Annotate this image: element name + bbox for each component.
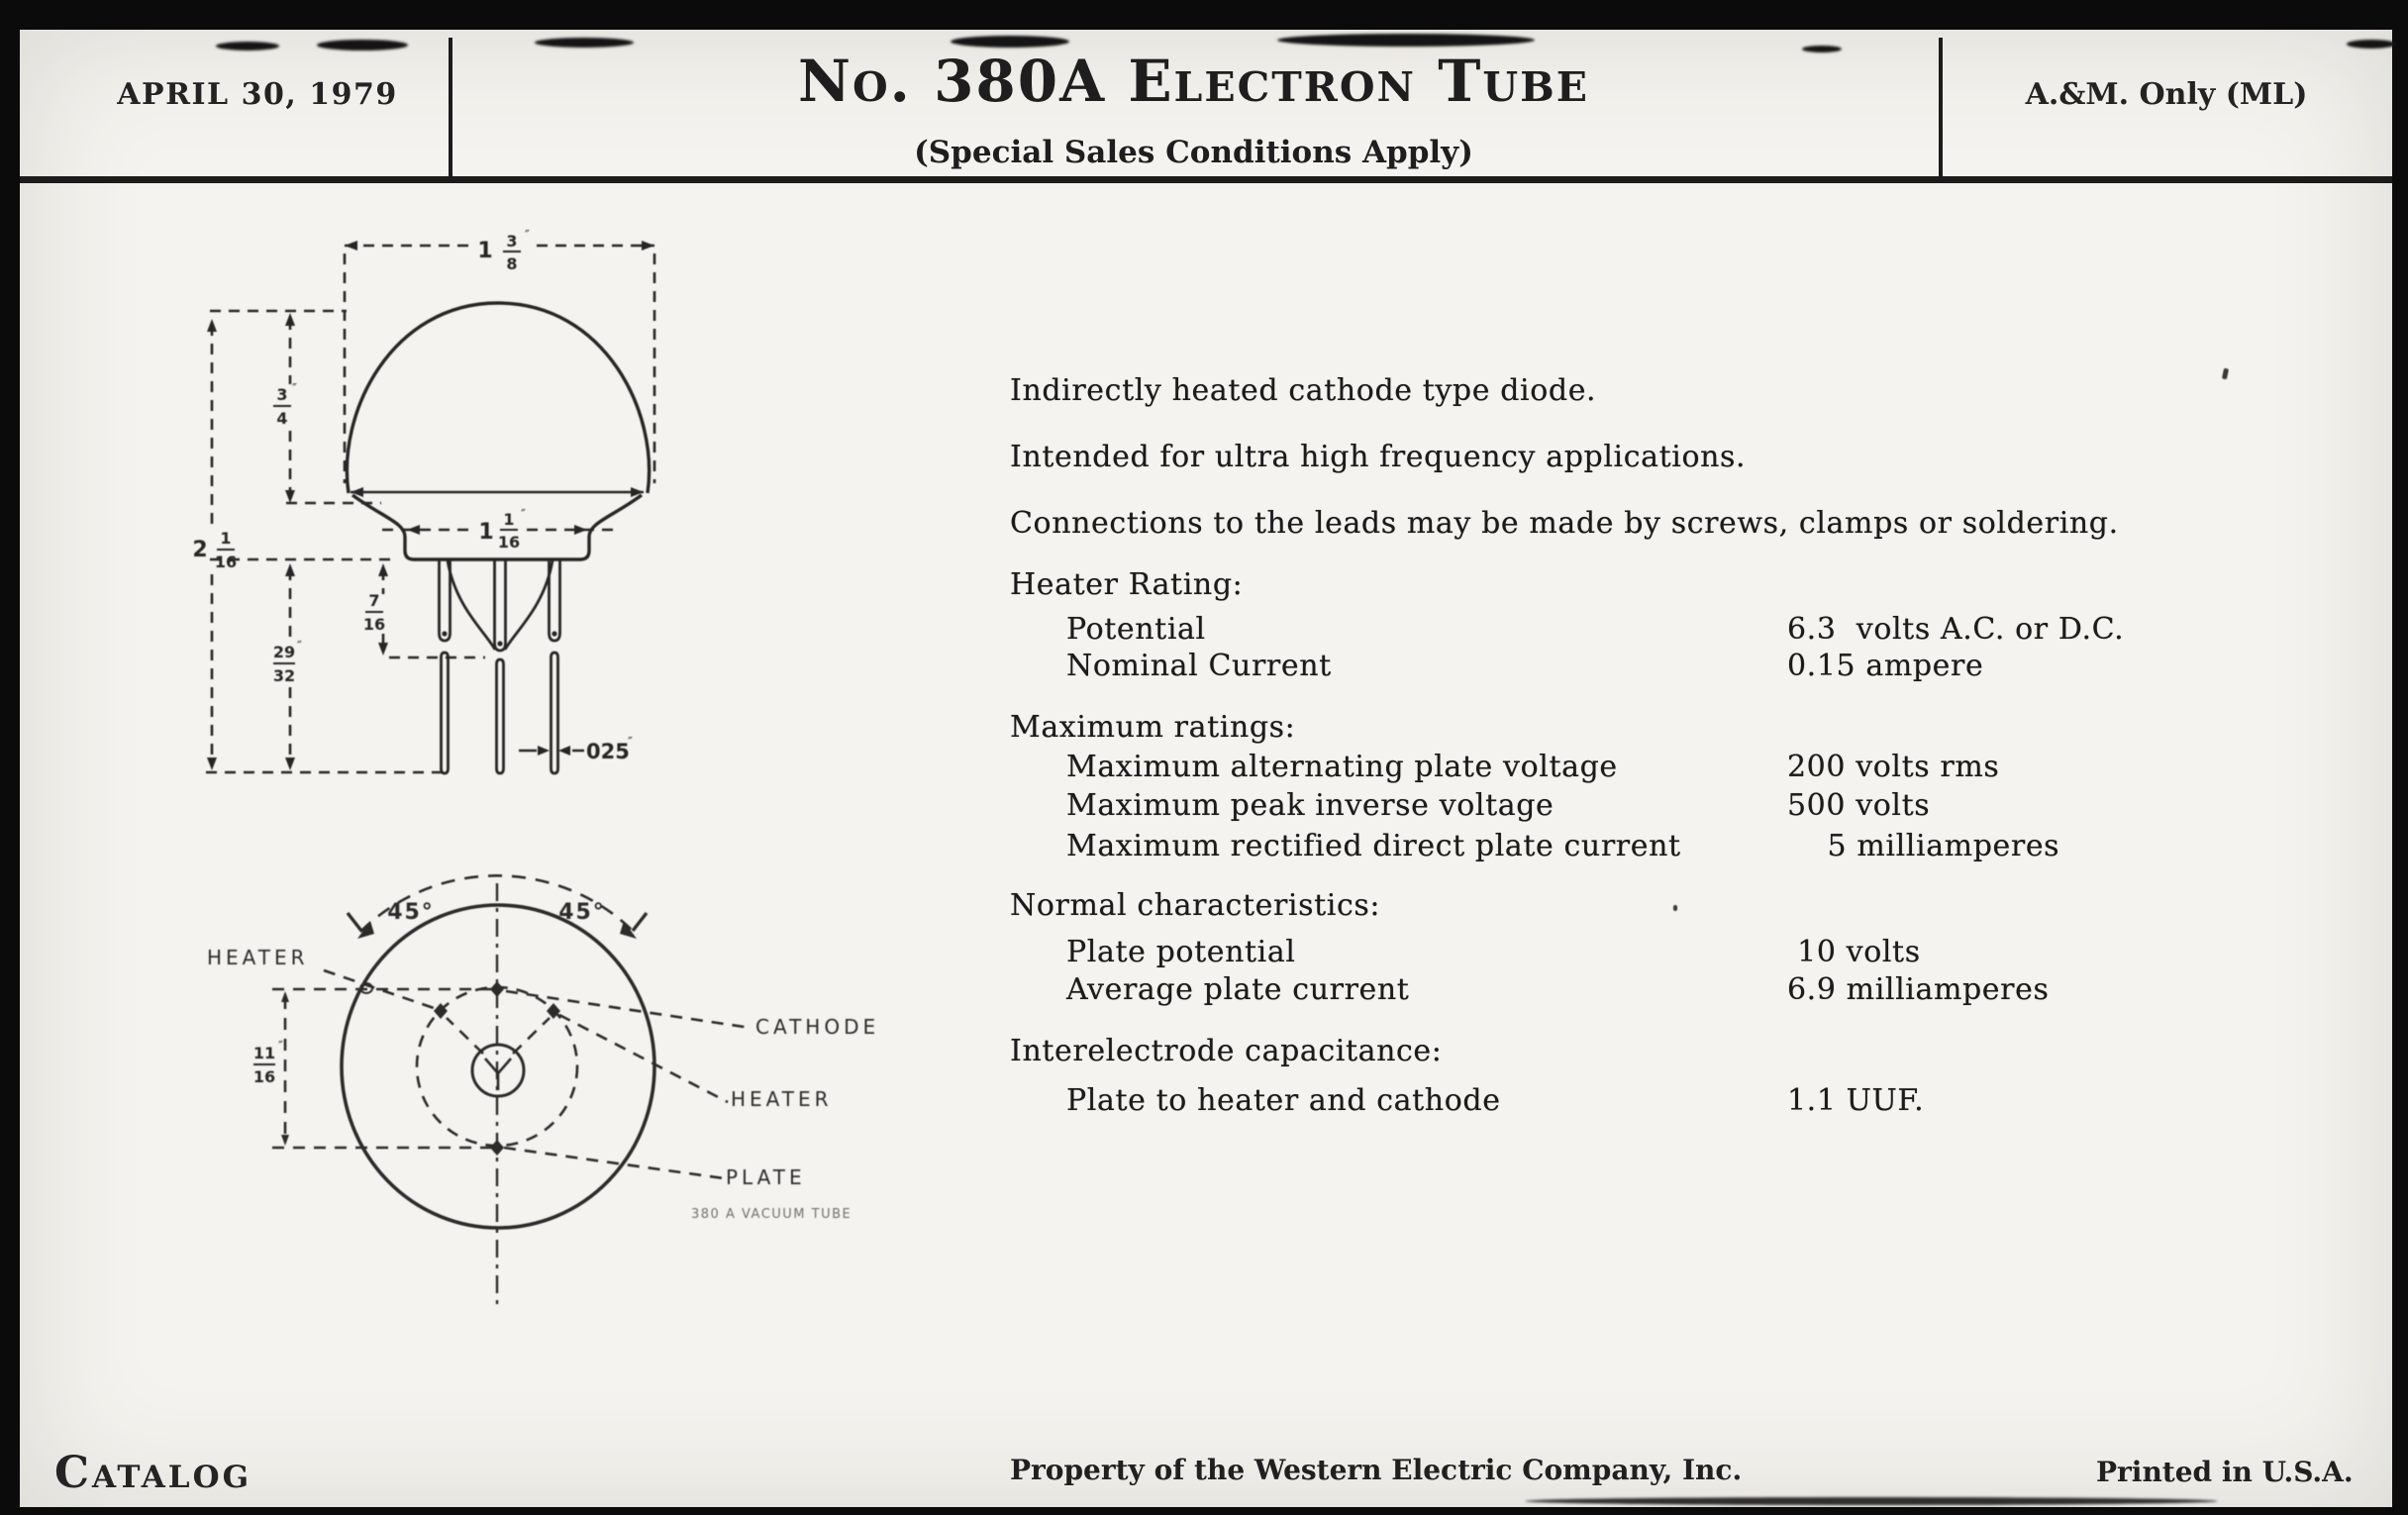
dim-top-width-unit: ″ <box>525 229 530 244</box>
spec-label: Plate to heater and cathode <box>1066 1083 1501 1118</box>
dim-lead-length-den: 32 <box>272 666 296 685</box>
dim-seal-width-whole: 1 <box>478 520 494 545</box>
dim-press-length-den: 16 <box>362 615 386 634</box>
page-title: No. 380A Electron Tube <box>797 48 1590 115</box>
description-line: Indirectly heated cathode type diode. <box>1010 373 1597 408</box>
dim-bulb-height-unit: ″ <box>292 382 297 397</box>
dim-lead-diameter-unit: ″ <box>628 736 633 751</box>
distribution-note: A.&M. Only (ML) <box>2025 77 2308 112</box>
dim-seal-width-unit: ″ <box>521 508 526 523</box>
spec-label: Plate potential <box>1066 935 1296 969</box>
catalog-label: Catalog <box>54 1448 252 1498</box>
ink-speck <box>2222 368 2229 380</box>
section-heading-heater-rating: Heater Rating: <box>1010 567 1244 602</box>
dim-overall-height-num: 1 <box>220 529 232 548</box>
plate-label: PLATE <box>726 1165 806 1189</box>
section-heading-interelectrode-capacitance: Interelectrode capacitance: <box>1010 1034 1443 1068</box>
dim-pin-circle-unit: ″ <box>278 1040 283 1055</box>
tube-outline-diagram <box>188 218 683 802</box>
spec-label: Potential <box>1066 612 1206 647</box>
dim-lead-length-num: 29 <box>272 643 296 661</box>
dimension-labels <box>192 229 633 763</box>
dim-bulb-height-den: 4 <box>276 409 288 428</box>
spec-value: 1.1 UUF. <box>1787 1083 1925 1118</box>
spec-value: 10 volts <box>1787 935 1921 969</box>
spec-label: Maximum peak inverse voltage <box>1066 788 1555 823</box>
heater-label-right: HEATER <box>731 1087 833 1111</box>
dim-top-width-whole: 1 <box>477 239 493 263</box>
dim-seal-width-num: 1 <box>503 510 515 529</box>
header-divider-right <box>1939 38 1943 176</box>
property-notice: Property of the Western Electric Company, Inc. <box>1010 1454 1743 1486</box>
dim-overall-height-whole: 2 <box>192 538 208 562</box>
heater-label-top: HEATER <box>207 946 309 969</box>
ink-speck <box>1673 905 1677 911</box>
spec-label: Average plate current <box>1066 972 1410 1007</box>
description-line: Intended for ultra high frequency applications. <box>1010 440 1747 474</box>
dim-overall-height-den: 16 <box>214 553 238 571</box>
dim-press-length-num: 7 <box>368 591 380 610</box>
diagram-caption: 380 A VACUUM TUBE <box>691 1207 853 1222</box>
spec-label: Maximum rectified direct plate current <box>1066 829 1681 863</box>
pin-marks <box>281 921 637 1156</box>
dim-top-width-den: 8 <box>506 254 518 273</box>
pin-diagram-labels <box>207 900 879 1222</box>
description-line: Connections to the leads may be made by screws, clamps or soldering. <box>1010 506 2119 541</box>
printed-notice: Printed in U.S.A. <box>2096 1456 2354 1488</box>
pin-layout-diagram <box>173 861 886 1337</box>
dim-lead-diameter: 025 <box>586 740 630 763</box>
spec-value: 5 milliamperes <box>1787 829 2060 863</box>
scan-smudge <box>1525 1497 2218 1505</box>
page-subtitle: (Special Sales Conditions Apply) <box>914 135 1473 170</box>
spec-value: 6.9 milliamperes <box>1787 972 2050 1007</box>
dim-seal-width-den: 16 <box>497 533 521 552</box>
cathode-label: CATHODE <box>755 1015 880 1039</box>
spec-value: 0.15 ampere <box>1787 649 1984 683</box>
dim-top-width-num: 3 <box>506 232 518 251</box>
dim-bulb-height-num: 3 <box>276 385 288 404</box>
angle-label-left: 45° <box>387 900 435 925</box>
spec-label: Maximum alternating plate voltage <box>1066 750 1618 784</box>
section-heading-maximum-ratings: Maximum ratings: <box>1010 710 1296 745</box>
dim-pin-circle-den: 16 <box>252 1067 276 1086</box>
issue-date: APRIL 30, 1979 <box>117 77 398 112</box>
header-band <box>20 30 2392 183</box>
angle-label-right: 45° <box>558 900 606 925</box>
spec-value: 200 volts rms <box>1787 750 2000 784</box>
spec-value: 500 volts <box>1787 788 1931 823</box>
dim-lead-length-unit: ″ <box>297 640 302 655</box>
construction-lines <box>272 875 751 1178</box>
spec-value: 6.3 volts A.C. or D.C. <box>1787 612 2125 647</box>
section-heading-normal-characteristics: Normal characteristics: <box>1010 888 1381 923</box>
catalog-page <box>20 30 2392 1507</box>
spec-label: Nominal Current <box>1066 649 1332 683</box>
dim-pin-circle-num: 11 <box>252 1044 276 1062</box>
dimension-lines <box>206 246 654 772</box>
